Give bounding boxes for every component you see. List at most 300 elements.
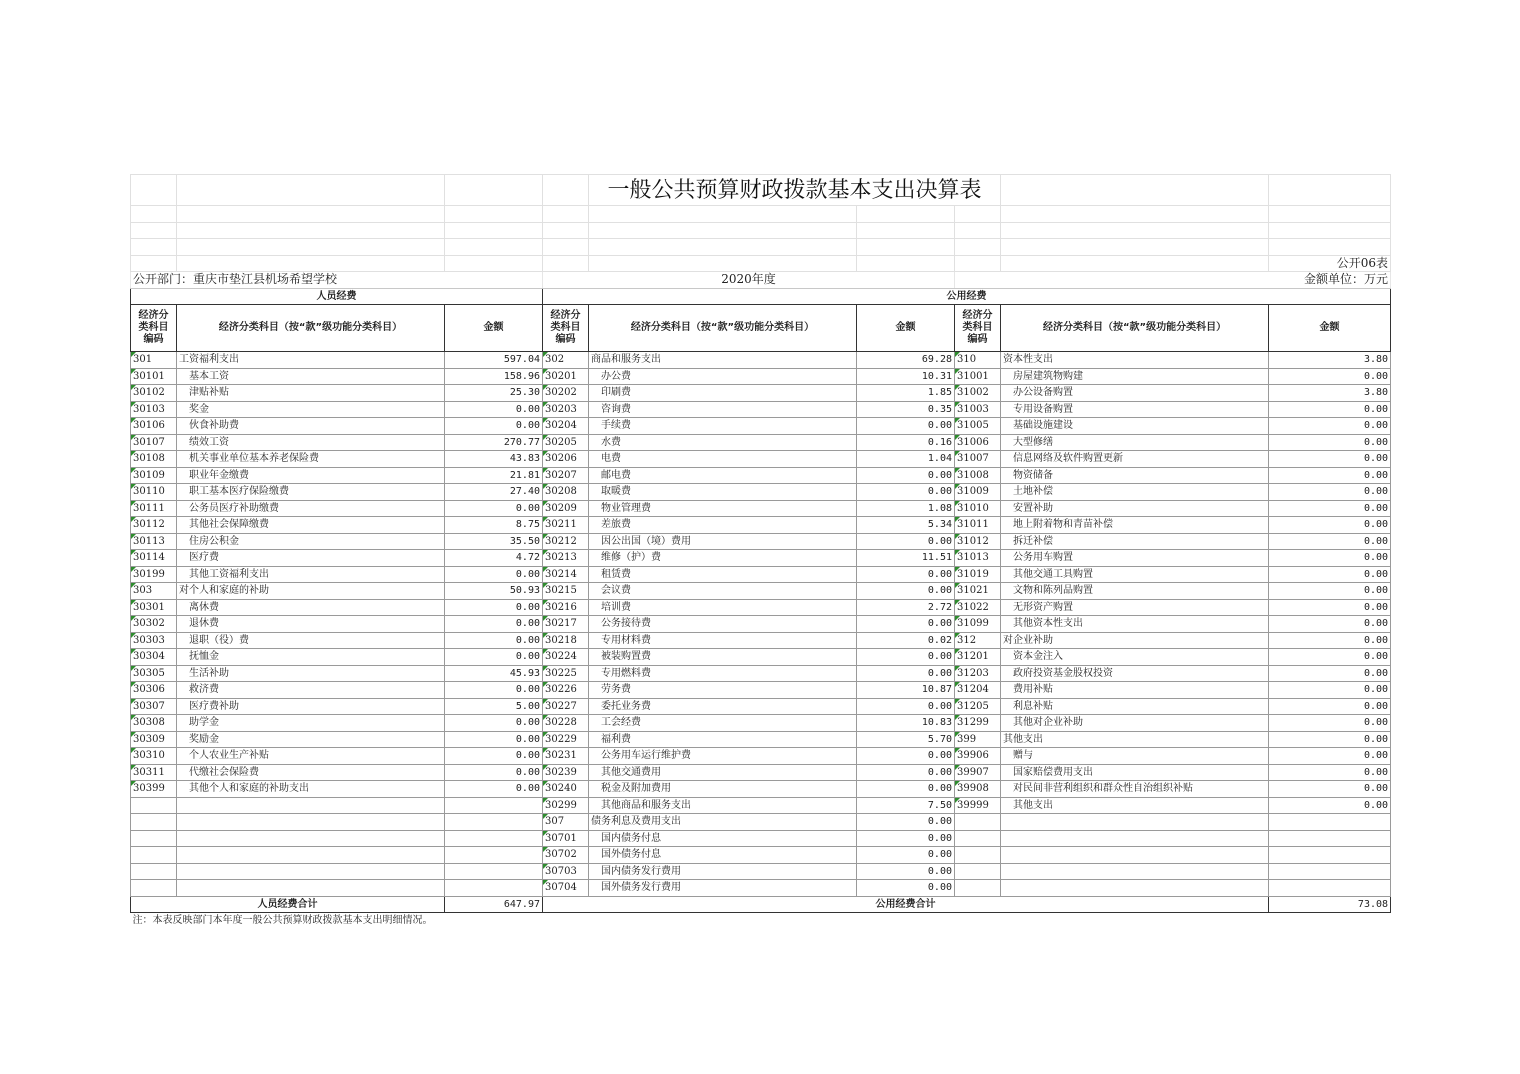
cell-code[interactable]: [131, 814, 177, 831]
cell-code[interactable]: 30229: [543, 731, 589, 748]
cell-amount[interactable]: 0.00: [1269, 748, 1391, 765]
cell-code[interactable]: 30205: [543, 434, 589, 451]
cell-code[interactable]: 30701: [543, 830, 589, 847]
cell-code[interactable]: 31001: [955, 368, 1001, 385]
cell-category-name[interactable]: 劳务费: [589, 682, 857, 699]
cell-amount[interactable]: 0.00: [445, 781, 543, 798]
cell-category-name[interactable]: 生活补助: [177, 665, 445, 682]
cell-amount[interactable]: 158.96: [445, 368, 543, 385]
cell-code[interactable]: 30309: [131, 731, 177, 748]
cell-code[interactable]: 30111: [131, 500, 177, 517]
cell-category-name[interactable]: 取暖费: [589, 484, 857, 501]
cell-amount[interactable]: 0.00: [857, 698, 955, 715]
cell-amount[interactable]: 0.00: [1269, 533, 1391, 550]
cell-amount[interactable]: 0.00: [1269, 797, 1391, 814]
cell-code[interactable]: 30299: [543, 797, 589, 814]
cell-amount[interactable]: 0.00: [445, 500, 543, 517]
cell-category-name[interactable]: 其他商品和服务支出: [589, 797, 857, 814]
cell-amount[interactable]: 0.00: [1269, 731, 1391, 748]
cell-amount[interactable]: 0.00: [1269, 632, 1391, 649]
cell-category-name[interactable]: 办公费: [589, 368, 857, 385]
cell-code[interactable]: 31002: [955, 385, 1001, 402]
cell-amount[interactable]: [445, 880, 543, 897]
cell-amount[interactable]: [1269, 880, 1391, 897]
cell-code[interactable]: 30226: [543, 682, 589, 699]
cell-code[interactable]: [131, 847, 177, 864]
cell-code[interactable]: 30201: [543, 368, 589, 385]
cell-amount[interactable]: 0.00: [1269, 550, 1391, 567]
cell-category-name[interactable]: 大型修缮: [1001, 434, 1269, 451]
cell-category-name[interactable]: 国内债务付息: [589, 830, 857, 847]
cell-amount[interactable]: 0.00: [857, 847, 955, 864]
cell-code[interactable]: 30112: [131, 517, 177, 534]
cell-code[interactable]: 30206: [543, 451, 589, 468]
cell-amount[interactable]: 11.51: [857, 550, 955, 567]
cell-code[interactable]: 31299: [955, 715, 1001, 732]
cell-category-name[interactable]: [1001, 863, 1269, 880]
cell-code[interactable]: 30106: [131, 418, 177, 435]
cell-amount[interactable]: 0.00: [857, 665, 955, 682]
cell-code[interactable]: [131, 797, 177, 814]
cell-category-name[interactable]: 专用设备购置: [1001, 401, 1269, 418]
cell-category-name[interactable]: 其他资本性支出: [1001, 616, 1269, 633]
cell-amount[interactable]: [1269, 814, 1391, 831]
cell-category-name[interactable]: 基本工资: [177, 368, 445, 385]
cell-code[interactable]: 31021: [955, 583, 1001, 600]
cell-category-name[interactable]: 会议费: [589, 583, 857, 600]
cell-code[interactable]: 30225: [543, 665, 589, 682]
cell-code[interactable]: 30209: [543, 500, 589, 517]
cell-amount[interactable]: 0.00: [1269, 764, 1391, 781]
cell-category-name[interactable]: 其他对企业补助: [1001, 715, 1269, 732]
cell-category-name[interactable]: 其他个人和家庭的补助支出: [177, 781, 445, 798]
cell-amount[interactable]: 0.00: [1269, 715, 1391, 732]
cell-amount[interactable]: 0.00: [445, 748, 543, 765]
cell-category-name[interactable]: 代缴社会保险费: [177, 764, 445, 781]
cell-amount[interactable]: 3.80: [1269, 385, 1391, 402]
cell-code[interactable]: 30114: [131, 550, 177, 567]
cell-category-name[interactable]: 信息网络及软件购置更新: [1001, 451, 1269, 468]
cell-amount[interactable]: 1.04: [857, 451, 955, 468]
cell-code[interactable]: 30102: [131, 385, 177, 402]
cell-code[interactable]: 312: [955, 632, 1001, 649]
cell-code[interactable]: 31204: [955, 682, 1001, 699]
cell-amount[interactable]: 0.00: [1269, 401, 1391, 418]
cell-amount[interactable]: 0.00: [857, 484, 955, 501]
cell-code[interactable]: 30703: [543, 863, 589, 880]
cell-code[interactable]: 30213: [543, 550, 589, 567]
cell-category-name[interactable]: 对民间非营利组织和群众性自治组织补贴: [1001, 781, 1269, 798]
cell-code[interactable]: 30215: [543, 583, 589, 600]
cell-category-name[interactable]: 专用燃料费: [589, 665, 857, 682]
cell-code[interactable]: 31009: [955, 484, 1001, 501]
cell-amount[interactable]: 45.93: [445, 665, 543, 682]
cell-amount[interactable]: 3.80: [1269, 352, 1391, 369]
cell-code[interactable]: [955, 863, 1001, 880]
cell-code[interactable]: 30217: [543, 616, 589, 633]
cell-amount[interactable]: 1.85: [857, 385, 955, 402]
cell-category-name[interactable]: 退休费: [177, 616, 445, 633]
cell-category-name[interactable]: 被装购置费: [589, 649, 857, 666]
cell-category-name[interactable]: 政府投资基金股权投资: [1001, 665, 1269, 682]
cell-amount[interactable]: 35.50: [445, 533, 543, 550]
cell-amount[interactable]: 0.00: [445, 764, 543, 781]
cell-code[interactable]: 30228: [543, 715, 589, 732]
cell-category-name[interactable]: 津贴补贴: [177, 385, 445, 402]
cell-amount[interactable]: 8.75: [445, 517, 543, 534]
cell-code[interactable]: 31013: [955, 550, 1001, 567]
cell-amount[interactable]: [1269, 863, 1391, 880]
cell-code[interactable]: 31003: [955, 401, 1001, 418]
cell-category-name[interactable]: 公务员医疗补助缴费: [177, 500, 445, 517]
cell-code[interactable]: 30216: [543, 599, 589, 616]
cell-category-name[interactable]: 福利费: [589, 731, 857, 748]
cell-amount[interactable]: 0.00: [445, 715, 543, 732]
cell-amount[interactable]: 25.30: [445, 385, 543, 402]
cell-amount[interactable]: [445, 814, 543, 831]
cell-category-name[interactable]: [1001, 880, 1269, 897]
cell-amount[interactable]: 0.00: [857, 863, 955, 880]
cell-category-name[interactable]: 维修（护）费: [589, 550, 857, 567]
cell-amount[interactable]: 5.34: [857, 517, 955, 534]
cell-amount[interactable]: 10.31: [857, 368, 955, 385]
cell-amount[interactable]: [445, 863, 543, 880]
cell-category-name[interactable]: [1001, 830, 1269, 847]
cell-code[interactable]: 31012: [955, 533, 1001, 550]
cell-code[interactable]: 30103: [131, 401, 177, 418]
cell-code[interactable]: 30101: [131, 368, 177, 385]
cell-category-name[interactable]: 国家赔偿费用支出: [1001, 764, 1269, 781]
cell-code[interactable]: 30304: [131, 649, 177, 666]
cell-amount[interactable]: 0.00: [857, 764, 955, 781]
cell-amount[interactable]: 0.00: [857, 616, 955, 633]
cell-code[interactable]: 30109: [131, 467, 177, 484]
cell-category-name[interactable]: 其他社会保障缴费: [177, 517, 445, 534]
cell-amount[interactable]: 0.00: [857, 566, 955, 583]
cell-category-name[interactable]: 对个人和家庭的补助: [177, 583, 445, 600]
cell-category-name[interactable]: 无形资产购置: [1001, 599, 1269, 616]
cell-category-name[interactable]: 文物和陈列品购置: [1001, 583, 1269, 600]
cell-amount[interactable]: 4.72: [445, 550, 543, 567]
cell-category-name[interactable]: 因公出国（境）费用: [589, 533, 857, 550]
cell-category-name[interactable]: 个人农业生产补贴: [177, 748, 445, 765]
cell-amount[interactable]: 50.93: [445, 583, 543, 600]
cell-code[interactable]: 31203: [955, 665, 1001, 682]
cell-amount[interactable]: 0.00: [857, 649, 955, 666]
cell-category-name[interactable]: 职业年金缴费: [177, 467, 445, 484]
cell-amount[interactable]: [445, 830, 543, 847]
cell-category-name[interactable]: [177, 814, 445, 831]
cell-category-name[interactable]: 退职（役）费: [177, 632, 445, 649]
cell-category-name[interactable]: 资本性支出: [1001, 352, 1269, 369]
cell-code[interactable]: 30108: [131, 451, 177, 468]
cell-code[interactable]: 30231: [543, 748, 589, 765]
cell-category-name[interactable]: 对企业补助: [1001, 632, 1269, 649]
cell-amount[interactable]: 1.08: [857, 500, 955, 517]
cell-amount[interactable]: 0.00: [857, 533, 955, 550]
cell-category-name[interactable]: [1001, 814, 1269, 831]
cell-amount[interactable]: 69.28: [857, 352, 955, 369]
cell-category-name[interactable]: [177, 863, 445, 880]
cell-code[interactable]: 30199: [131, 566, 177, 583]
cell-amount[interactable]: 0.00: [445, 566, 543, 583]
cell-amount[interactable]: 0.00: [1269, 566, 1391, 583]
cell-category-name[interactable]: 地上附着物和青苗补偿: [1001, 517, 1269, 534]
cell-category-name[interactable]: 公务接待费: [589, 616, 857, 633]
cell-code[interactable]: 30207: [543, 467, 589, 484]
cell-code[interactable]: [955, 847, 1001, 864]
cell-amount[interactable]: 270.77: [445, 434, 543, 451]
cell-amount[interactable]: 0.00: [445, 632, 543, 649]
cell-category-name[interactable]: 办公设备购置: [1001, 385, 1269, 402]
cell-amount[interactable]: 0.00: [857, 418, 955, 435]
cell-amount[interactable]: 10.83: [857, 715, 955, 732]
cell-amount[interactable]: 0.00: [445, 401, 543, 418]
cell-category-name[interactable]: 土地补偿: [1001, 484, 1269, 501]
cell-category-name[interactable]: 电费: [589, 451, 857, 468]
cell-category-name[interactable]: 国外债务付息: [589, 847, 857, 864]
cell-amount[interactable]: 0.00: [1269, 599, 1391, 616]
cell-category-name[interactable]: [177, 830, 445, 847]
cell-category-name[interactable]: 手续费: [589, 418, 857, 435]
cell-code[interactable]: 31099: [955, 616, 1001, 633]
cell-category-name[interactable]: 基础设施建设: [1001, 418, 1269, 435]
cell-amount[interactable]: 0.00: [857, 880, 955, 897]
cell-amount[interactable]: 0.00: [445, 599, 543, 616]
cell-code[interactable]: 30240: [543, 781, 589, 798]
cell-category-name[interactable]: [177, 880, 445, 897]
cell-code[interactable]: 30224: [543, 649, 589, 666]
cell-code[interactable]: 31201: [955, 649, 1001, 666]
cell-code[interactable]: 30113: [131, 533, 177, 550]
cell-amount[interactable]: 0.00: [857, 583, 955, 600]
cell-amount[interactable]: 0.00: [1269, 500, 1391, 517]
cell-code[interactable]: 30212: [543, 533, 589, 550]
cell-code[interactable]: 30110: [131, 484, 177, 501]
cell-amount[interactable]: 0.00: [857, 748, 955, 765]
cell-code[interactable]: 30301: [131, 599, 177, 616]
cell-category-name[interactable]: 其他交通工具购置: [1001, 566, 1269, 583]
cell-code[interactable]: 31019: [955, 566, 1001, 583]
cell-code[interactable]: 31022: [955, 599, 1001, 616]
cell-code[interactable]: [955, 830, 1001, 847]
cell-code[interactable]: 30307: [131, 698, 177, 715]
cell-category-name[interactable]: 住房公积金: [177, 533, 445, 550]
cell-code[interactable]: 30308: [131, 715, 177, 732]
cell-amount[interactable]: 0.00: [1269, 484, 1391, 501]
cell-code[interactable]: 30239: [543, 764, 589, 781]
cell-code[interactable]: 30203: [543, 401, 589, 418]
cell-amount[interactable]: 10.87: [857, 682, 955, 699]
cell-amount[interactable]: 0.00: [1269, 616, 1391, 633]
cell-category-name[interactable]: 机关事业单位基本养老保险费: [177, 451, 445, 468]
cell-category-name[interactable]: 利息补贴: [1001, 698, 1269, 715]
cell-category-name[interactable]: 奖励金: [177, 731, 445, 748]
cell-code[interactable]: 30310: [131, 748, 177, 765]
cell-category-name[interactable]: 其他工资福利支出: [177, 566, 445, 583]
cell-category-name[interactable]: 房屋建筑物购建: [1001, 368, 1269, 385]
cell-category-name[interactable]: 安置补助: [1001, 500, 1269, 517]
cell-amount[interactable]: 0.00: [1269, 649, 1391, 666]
cell-amount[interactable]: [1269, 830, 1391, 847]
cell-code[interactable]: 30208: [543, 484, 589, 501]
cell-category-name[interactable]: 赠与: [1001, 748, 1269, 765]
cell-category-name[interactable]: 专用材料费: [589, 632, 857, 649]
cell-amount[interactable]: 0.00: [445, 649, 543, 666]
cell-category-name[interactable]: 公务用车购置: [1001, 550, 1269, 567]
cell-code[interactable]: 310: [955, 352, 1001, 369]
cell-code[interactable]: 39908: [955, 781, 1001, 798]
cell-amount[interactable]: 0.00: [1269, 665, 1391, 682]
cell-category-name[interactable]: 资本金注入: [1001, 649, 1269, 666]
cell-amount[interactable]: 0.00: [445, 418, 543, 435]
cell-code[interactable]: 31011: [955, 517, 1001, 534]
cell-amount[interactable]: 43.83: [445, 451, 543, 468]
cell-code[interactable]: 301: [131, 352, 177, 369]
cell-amount[interactable]: 0.00: [857, 781, 955, 798]
cell-code[interactable]: 30302: [131, 616, 177, 633]
cell-category-name[interactable]: 伙食补助费: [177, 418, 445, 435]
cell-category-name[interactable]: 医疗费: [177, 550, 445, 567]
cell-category-name[interactable]: 医疗费补助: [177, 698, 445, 715]
cell-category-name[interactable]: 物业管理费: [589, 500, 857, 517]
cell-category-name[interactable]: 印刷费: [589, 385, 857, 402]
cell-code[interactable]: 30211: [543, 517, 589, 534]
cell-amount[interactable]: 0.00: [445, 616, 543, 633]
cell-category-name[interactable]: 助学金: [177, 715, 445, 732]
cell-code[interactable]: 30704: [543, 880, 589, 897]
cell-category-name[interactable]: 国内债务发行费用: [589, 863, 857, 880]
cell-code[interactable]: 30399: [131, 781, 177, 798]
cell-amount[interactable]: 0.02: [857, 632, 955, 649]
cell-amount[interactable]: 0.00: [445, 682, 543, 699]
cell-category-name[interactable]: [1001, 847, 1269, 864]
cell-amount[interactable]: 0.35: [857, 401, 955, 418]
cell-amount[interactable]: 0.00: [1269, 368, 1391, 385]
cell-category-name[interactable]: 奖金: [177, 401, 445, 418]
cell-code[interactable]: 30702: [543, 847, 589, 864]
cell-category-name[interactable]: [177, 847, 445, 864]
cell-code[interactable]: [955, 880, 1001, 897]
cell-category-name[interactable]: 邮电费: [589, 467, 857, 484]
personnel-total-amount[interactable]: 647.97: [445, 896, 543, 913]
cell-amount[interactable]: 0.00: [1269, 434, 1391, 451]
cell-code[interactable]: 30303: [131, 632, 177, 649]
cell-category-name[interactable]: 税金及附加费用: [589, 781, 857, 798]
cell-amount[interactable]: 0.00: [1269, 467, 1391, 484]
cell-code[interactable]: 31007: [955, 451, 1001, 468]
cell-code[interactable]: 399: [955, 731, 1001, 748]
cell-amount[interactable]: 597.04: [445, 352, 543, 369]
cell-category-name[interactable]: 差旅费: [589, 517, 857, 534]
cell-amount[interactable]: 0.00: [1269, 418, 1391, 435]
cell-code[interactable]: 30214: [543, 566, 589, 583]
cell-category-name[interactable]: 离休费: [177, 599, 445, 616]
cell-category-name[interactable]: 咨询费: [589, 401, 857, 418]
cell-code[interactable]: 31010: [955, 500, 1001, 517]
cell-category-name[interactable]: 债务利息及费用支出: [589, 814, 857, 831]
cell-category-name[interactable]: 职工基本医疗保险缴费: [177, 484, 445, 501]
cell-code[interactable]: 302: [543, 352, 589, 369]
cell-code[interactable]: 39999: [955, 797, 1001, 814]
cell-code[interactable]: 30311: [131, 764, 177, 781]
cell-code[interactable]: 30227: [543, 698, 589, 715]
cell-amount[interactable]: 0.00: [1269, 451, 1391, 468]
cell-code[interactable]: 39907: [955, 764, 1001, 781]
cell-category-name[interactable]: 水费: [589, 434, 857, 451]
cell-code[interactable]: 31205: [955, 698, 1001, 715]
cell-code[interactable]: 30305: [131, 665, 177, 682]
cell-code[interactable]: [131, 863, 177, 880]
cell-amount[interactable]: [1269, 847, 1391, 864]
cell-category-name[interactable]: 拆迁补偿: [1001, 533, 1269, 550]
cell-amount[interactable]: 5.00: [445, 698, 543, 715]
public-total-amount[interactable]: 73.08: [1269, 896, 1391, 913]
cell-code[interactable]: [955, 814, 1001, 831]
cell-amount[interactable]: [445, 797, 543, 814]
cell-code[interactable]: 31005: [955, 418, 1001, 435]
cell-code[interactable]: 31008: [955, 467, 1001, 484]
cell-amount[interactable]: 7.50: [857, 797, 955, 814]
cell-code[interactable]: 307: [543, 814, 589, 831]
cell-category-name[interactable]: 绩效工资: [177, 434, 445, 451]
cell-category-name[interactable]: 其他支出: [1001, 797, 1269, 814]
cell-amount[interactable]: 0.00: [1269, 698, 1391, 715]
cell-category-name[interactable]: 其他支出: [1001, 731, 1269, 748]
cell-code[interactable]: 39906: [955, 748, 1001, 765]
cell-category-name[interactable]: [177, 797, 445, 814]
cell-amount[interactable]: 0.00: [445, 731, 543, 748]
cell-amount[interactable]: 0.00: [857, 814, 955, 831]
cell-category-name[interactable]: 抚恤金: [177, 649, 445, 666]
cell-category-name[interactable]: 工资福利支出: [177, 352, 445, 369]
cell-amount[interactable]: 0.00: [1269, 682, 1391, 699]
cell-category-name[interactable]: 救济费: [177, 682, 445, 699]
cell-amount[interactable]: 2.72: [857, 599, 955, 616]
cell-code[interactable]: 30202: [543, 385, 589, 402]
cell-category-name[interactable]: 国外债务发行费用: [589, 880, 857, 897]
cell-amount[interactable]: 0.00: [857, 467, 955, 484]
cell-category-name[interactable]: 物资储备: [1001, 467, 1269, 484]
cell-amount[interactable]: 0.00: [1269, 781, 1391, 798]
cell-amount[interactable]: 0.16: [857, 434, 955, 451]
cell-amount[interactable]: 0.00: [857, 830, 955, 847]
cell-amount[interactable]: 21.81: [445, 467, 543, 484]
cell-category-name[interactable]: 工会经费: [589, 715, 857, 732]
cell-category-name[interactable]: 培训费: [589, 599, 857, 616]
cell-amount[interactable]: 5.70: [857, 731, 955, 748]
cell-code[interactable]: 31006: [955, 434, 1001, 451]
cell-code[interactable]: [131, 830, 177, 847]
cell-code[interactable]: 30107: [131, 434, 177, 451]
cell-code[interactable]: 30204: [543, 418, 589, 435]
cell-category-name[interactable]: 委托业务费: [589, 698, 857, 715]
cell-code[interactable]: 30218: [543, 632, 589, 649]
cell-category-name[interactable]: 其他交通费用: [589, 764, 857, 781]
cell-code[interactable]: [131, 880, 177, 897]
cell-code[interactable]: 303: [131, 583, 177, 600]
spreadsheet: [130, 174, 1390, 929]
cell-amount[interactable]: 27.40: [445, 484, 543, 501]
cell-amount[interactable]: 0.00: [1269, 517, 1391, 534]
cell-category-name[interactable]: 商品和服务支出: [589, 352, 857, 369]
cell-category-name[interactable]: 费用补贴: [1001, 682, 1269, 699]
cell-category-name[interactable]: 公务用车运行维护费: [589, 748, 857, 765]
cell-amount[interactable]: [445, 847, 543, 864]
cell-amount[interactable]: 0.00: [1269, 583, 1391, 600]
cell-category-name[interactable]: 租赁费: [589, 566, 857, 583]
cell-code[interactable]: 30306: [131, 682, 177, 699]
